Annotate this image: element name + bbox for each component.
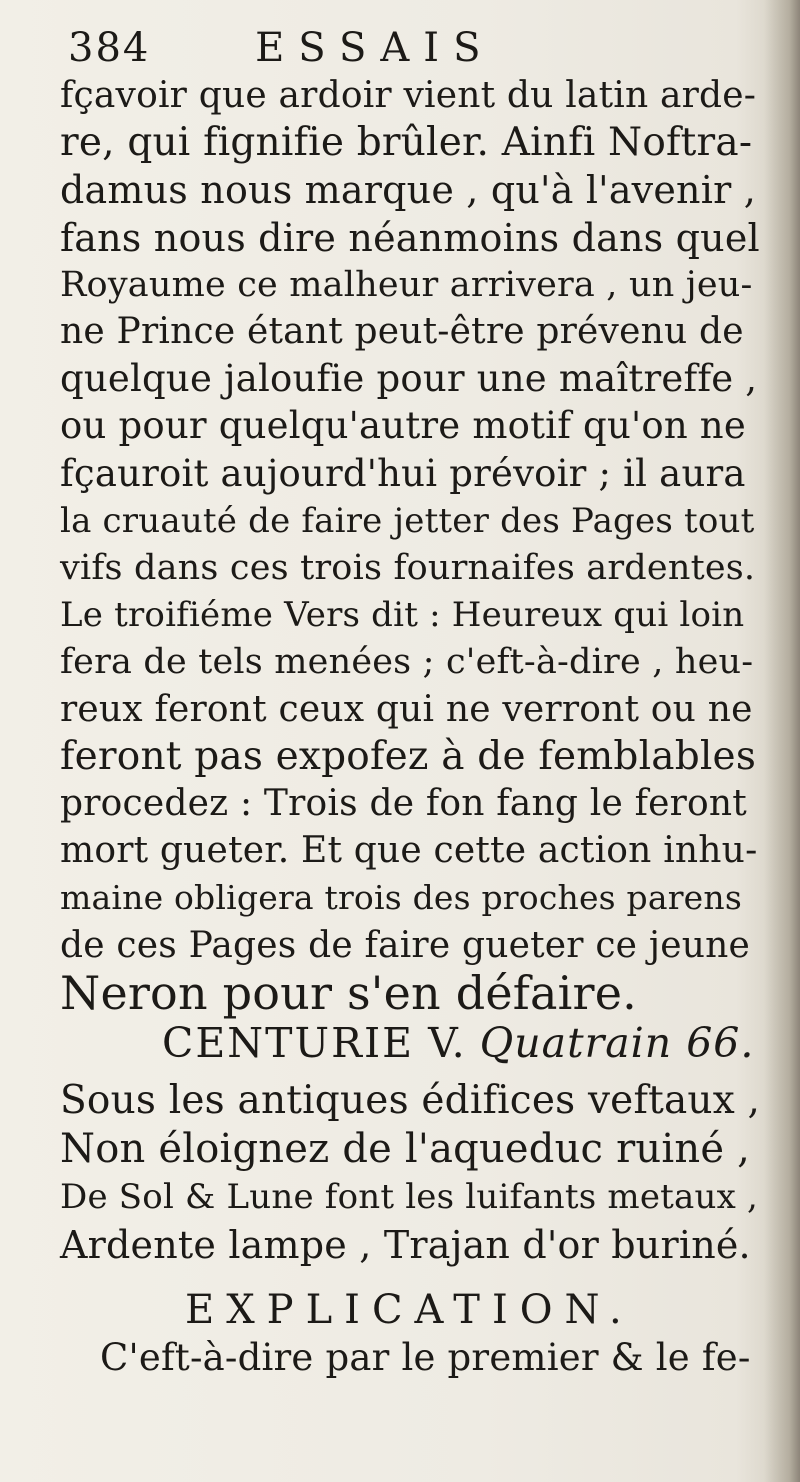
centurie-number: V. [428, 1019, 466, 1067]
prose-line: feront pas expofez à de femblables [60, 733, 757, 779]
prose-line: procedez : Trois de fon fang le feront [60, 783, 747, 824]
prose-line: vifs dans ces trois fournaifes ardentes. [60, 548, 756, 588]
prose-line: Le troifiéme Vers dit : Heureux qui loin [60, 595, 745, 636]
explication-heading: EXPLICATION. [185, 1287, 634, 1333]
prose-line: mort gueter. Et que cette action inhu- [60, 830, 758, 872]
verse-line: Sous les antiques édifices veftaux , [60, 1078, 761, 1123]
quatrain-number: Quatrain 66. [479, 1019, 755, 1067]
prose-line: fçavoir que ardoir vient du latin arde- [60, 75, 757, 116]
prose-line: damus nous marque , qu'à l'avenir , [60, 168, 756, 213]
centurie-label: CENTURIE [162, 1019, 415, 1067]
prose-line: fans nous dire néanmoins dans quel [60, 215, 760, 260]
verse-line: De Sol & Lune font les luifants metaux , [60, 1177, 758, 1217]
prose-line: fçauroit aujourd'hui prévoir ; il aura [60, 451, 746, 495]
running-title: ESSAIS [255, 25, 495, 71]
prose-line: fera de tels menées ; c'eft-à-dire , heu- [60, 642, 754, 683]
prose-line: quelque jaloufie pour une maîtreffe , [60, 357, 758, 401]
verse-line: Non éloignez de l'aqueduc ruiné , [60, 1126, 751, 1172]
prose-line: maine obligera trois des proches parens [60, 878, 742, 918]
page-number: 384 [68, 25, 151, 71]
explication-first-line: C'eft-à-dire par le premier & le fe- [100, 1336, 751, 1379]
prose-line: reux feront ceux qui ne verront ou ne [60, 688, 753, 730]
centurie-heading [162, 1015, 754, 1071]
prose-line: Royaume ce malheur arrivera , un jeu- [60, 264, 753, 305]
prose-line: ou pour quelqu'autre motif qu'on ne [60, 404, 746, 448]
prose-line: ne Prince étant peut-être prévenu de [60, 311, 744, 352]
prose-line: de ces Pages de faire gueter ce jeune [60, 924, 750, 966]
page-edge-shadow [764, 0, 800, 1482]
prose-line: re, qui fignifie brûler. Ainfi Noftra- [60, 120, 753, 166]
verse-line: Ardente lampe , Trajan d'or buriné. [60, 1223, 751, 1267]
prose-line: la cruauté de faire jetter des Pages tout [60, 500, 755, 541]
prose-line: Neron pour s'en défaire. [60, 965, 637, 1020]
